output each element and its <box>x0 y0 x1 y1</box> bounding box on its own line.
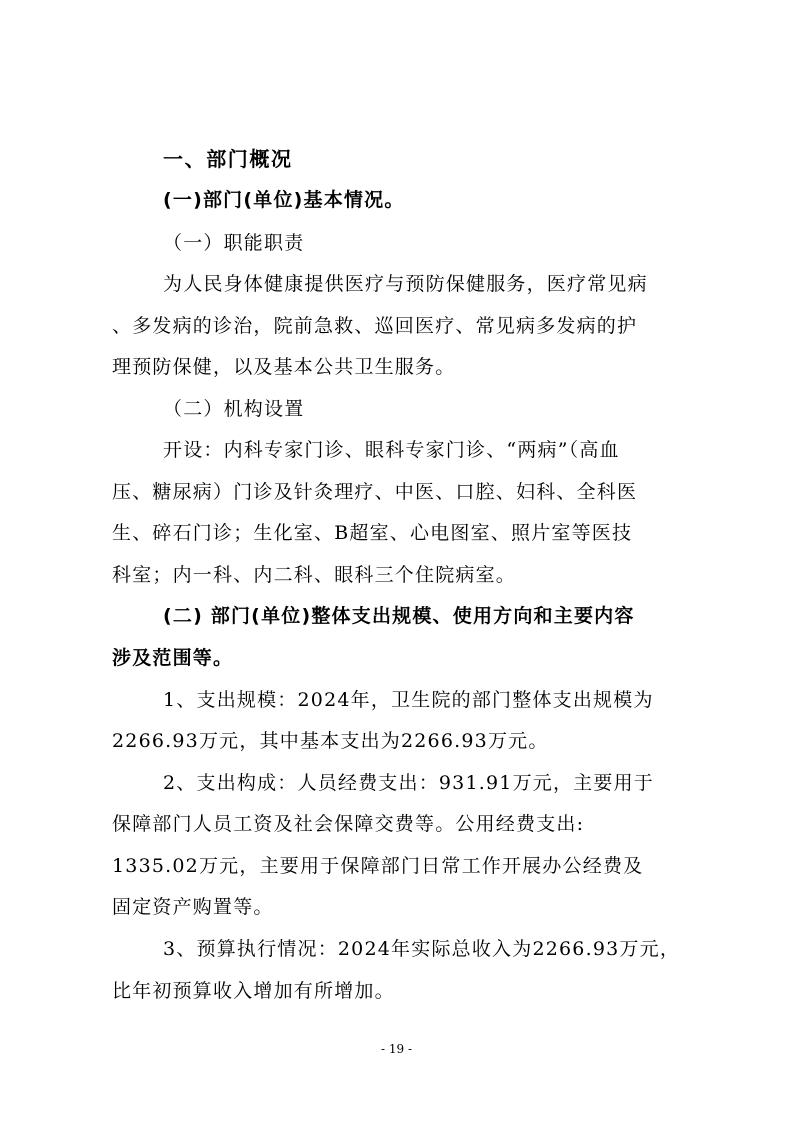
item-2-line-3: 生、碎石门诊；生化室、B超室、心电图室、照片室等医技 <box>112 522 633 544</box>
page-number: - 19 - <box>380 1042 412 1056</box>
para-3-line-2: 比年初预算收入增加有所增加。 <box>112 980 395 1002</box>
item-1-line-3: 理预防保健，以及基本公共卫生服务。 <box>112 356 456 378</box>
item-1-heading: （一）职能职责 <box>163 232 305 254</box>
para-2-line-1: 2、支出构成：人员经费支出：931.91万元，主要用于 <box>163 772 654 794</box>
para-2-line-3: 1335.02万元，主要用于保障部门日常工作开展办公经费及 <box>112 855 644 877</box>
para-3-line-1: 3、预算执行情况：2024年实际总收入为2266.93万元， <box>163 938 681 960</box>
para-1-line-1: 1、支出规模：2024年，卫生院的部门整体支出规模为 <box>163 689 654 711</box>
subsection-2-heading-line-2: 涉及范围等。 <box>112 647 234 669</box>
para-2-line-2: 保障部门人员工资及社会保障交费等。公用经费支出: <box>112 813 585 835</box>
para-2-line-4: 固定资产购置等。 <box>112 896 274 918</box>
item-2-line-2: 压、糖尿病）门诊及针灸理疗、中医、口腔、妇科、全科医 <box>112 481 638 503</box>
item-1-line-1: 为人民身体健康提供医疗与预防保健服务，医疗常见病 <box>163 273 648 295</box>
para-1-line-2: 2266.93万元，其中基本支出为2266.93万元。 <box>112 730 549 752</box>
item-2-heading: （二）机构设置 <box>163 398 305 420</box>
section-heading: 一、部门概况 <box>163 147 293 171</box>
subsection-1-heading: (一)部门(单位)基本情况。 <box>163 189 405 211</box>
subsection-2-heading-line-1: (二) 部门(单位)整体支出规模、使用方向和主要内容 <box>163 605 635 627</box>
item-2-line-1: 开设：内科专家门诊、眼科专家门诊、“两病”（高血 <box>163 439 620 461</box>
item-1-line-2: 、多发病的诊治，院前急救、巡回医疗、常见病多发病的护 <box>112 315 638 337</box>
item-2-line-4: 科室；内一科、内二科、眼科三个住院病室。 <box>112 564 517 586</box>
